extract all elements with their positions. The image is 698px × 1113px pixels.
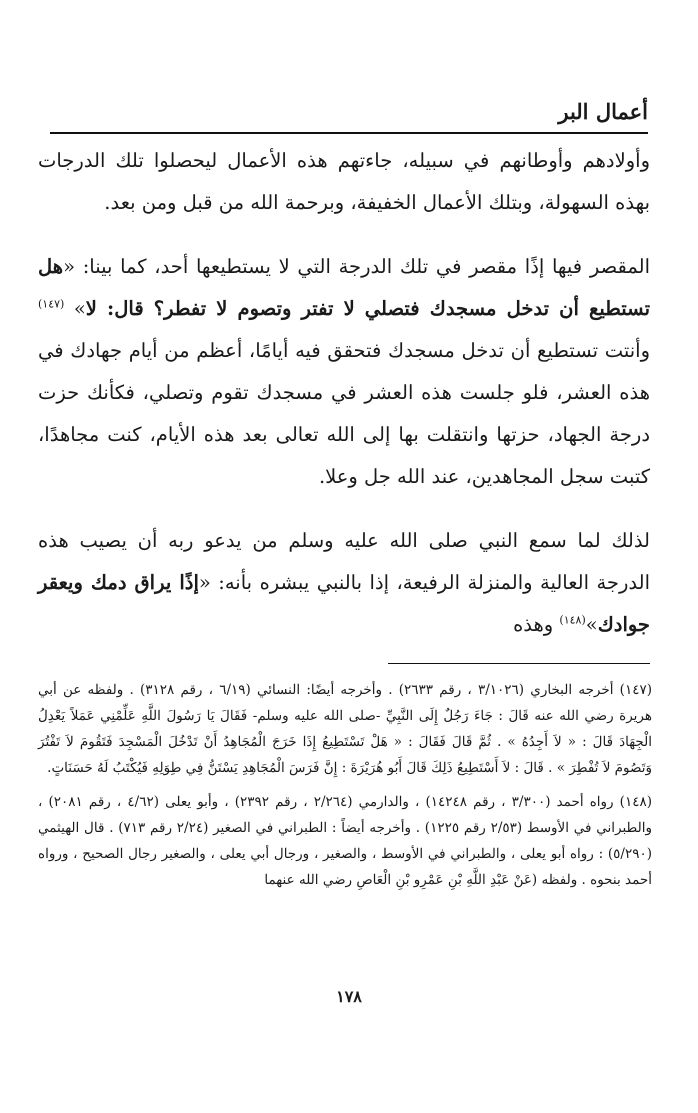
paragraph-2-intro: المقصر فيها إذًا مقصر في تلك الدرجة التي لا يستطيعها أحد، كما بينا: « — [63, 255, 650, 278]
hadith-quote-1: هل تستطيع أن تدخل مسجدك فتصلي لا تفتر وتصوم لا تفطر؟ قال: لا — [38, 255, 651, 320]
quote-close-2: » — [585, 613, 598, 636]
hadith-quote-2: إذًا يراق دمك ويعقر جوادك — [38, 571, 650, 636]
page-number: ١٧٨ — [336, 987, 362, 1006]
footnote-147: (١٤٧) أخرجه البخاري (٣/١٠٢٦ ، رقم ٢٦٣٣) . وأخرجه أيضًا: النسائي (٦/١٩ ، رقم ٣١٢٨) . ولفظه عن أبي هريرة رضي الله عنه قَالَ : جَاءَ رَجُلٌ إِلَى النَّبِيِّ -صلى الله عليه وسلم- فَقَالَ يَا رَسُولَ اللَّهِ عَلِّمْنِي عَمَلاً يَعْدِلُ الْجِهَادَ قَالَ : « لاَ أَجِدُهُ » . ثُمَّ قَالَ فَقَالَ : « هَلْ تَسْتَطِيعُ إِذَا خَرَجَ الْمُجَاهِدُ أَنْ تَدْخُلَ الْمَسْجِدَ فَتَقُومَ لاَ تَفْتُرَ وَتَصُومَ لاَ تُفْطِرَ » . قَالَ : لاَ أَسْتَطِيعُ ذَلِكَ قَالَ أَبُو هُرَيْرَةَ : إِنَّ فَرَسَ الْمُجَاهِدِ يَسْتَنُّ فِي طِوَلِهِ فَيُكْتَبُ لَهُ حَسَنَاتٍ. — [38, 682, 652, 776]
header-title: أعمال البر — [558, 99, 648, 124]
quote-close-1: » — [73, 297, 86, 320]
footnotes — [38, 677, 652, 893]
main-text — [38, 140, 650, 646]
paragraph-3-end: وهذه — [513, 613, 554, 636]
footnote-ref-148[interactable]: (١٤٨) — [559, 613, 586, 627]
footnote-divider — [388, 663, 650, 664]
paragraph-3 — [38, 520, 650, 646]
running-header — [50, 96, 648, 134]
footnote-ref-147[interactable]: (١٤٧) — [38, 297, 65, 311]
footnote-148: (١٤٨) رواه أحمد (٣/٣٠٠ ، رقم ١٤٢٤٨) ، والدارمي (٢/٢٦٤ ، رقم ٢٣٩٢) ، وأبو يعلى (٤/٦٢ ، رقم ٢٠٨١) ، والطبراني في الأوسط (٢/٥٣ رقم ١٢٢٥) . وأخرجه أيضاً : الطبراني في الصغير (٢/٢٤ رقم ٧١٣) . قال الهيثمي (٥/٢٩٠) : رواه أبو يعلى ، والطبراني في الأوسط ، والصغير ، ورجال أبي يعلى ، والصغير رجال الصحيح ، ورواه أحمد بنحوه . ولفظه (عَنْ عَبْدِ اللَّهِ بْنِ عَمْرِو بْنِ الْعَاصِ رضي الله عنهما — [38, 794, 652, 888]
paragraph-2-rest: وأنتت تستطيع أن تدخل مسجدك فتحقق فيه أيامًا، أعظم من أيام جهادك في هذه العشر، فلو جلست هذه العشر في مسجدك تقوم وتصلي، فكأنك حزت درجة الجهاد، حزتها وانتقلت بها إلى الله تعالى بعد هذه الأيام، كنت مجاهدًا، كتبت سجل المجاهدين، عند الله جل وعلا. — [38, 339, 650, 488]
paragraph-2 — [38, 246, 650, 498]
paragraph-1: وأولادهم وأوطانهم في سبيله، جاءتهم هذه الأعمال ليحصلوا تلك الدرجات بهذه السهولة، وبتلك الأعمال الخفيفة، وبرحمة الله من قبل ومن بعد. — [38, 149, 650, 214]
paragraph-3-intro: لذلك لما سمع النبي صلى الله عليه وسلم من يدعو ربه أن يصيب هذه الدرجة العالية والمنزلة الرفيعة، إذا بالنبي يبشره بأنه: « — [38, 529, 650, 594]
